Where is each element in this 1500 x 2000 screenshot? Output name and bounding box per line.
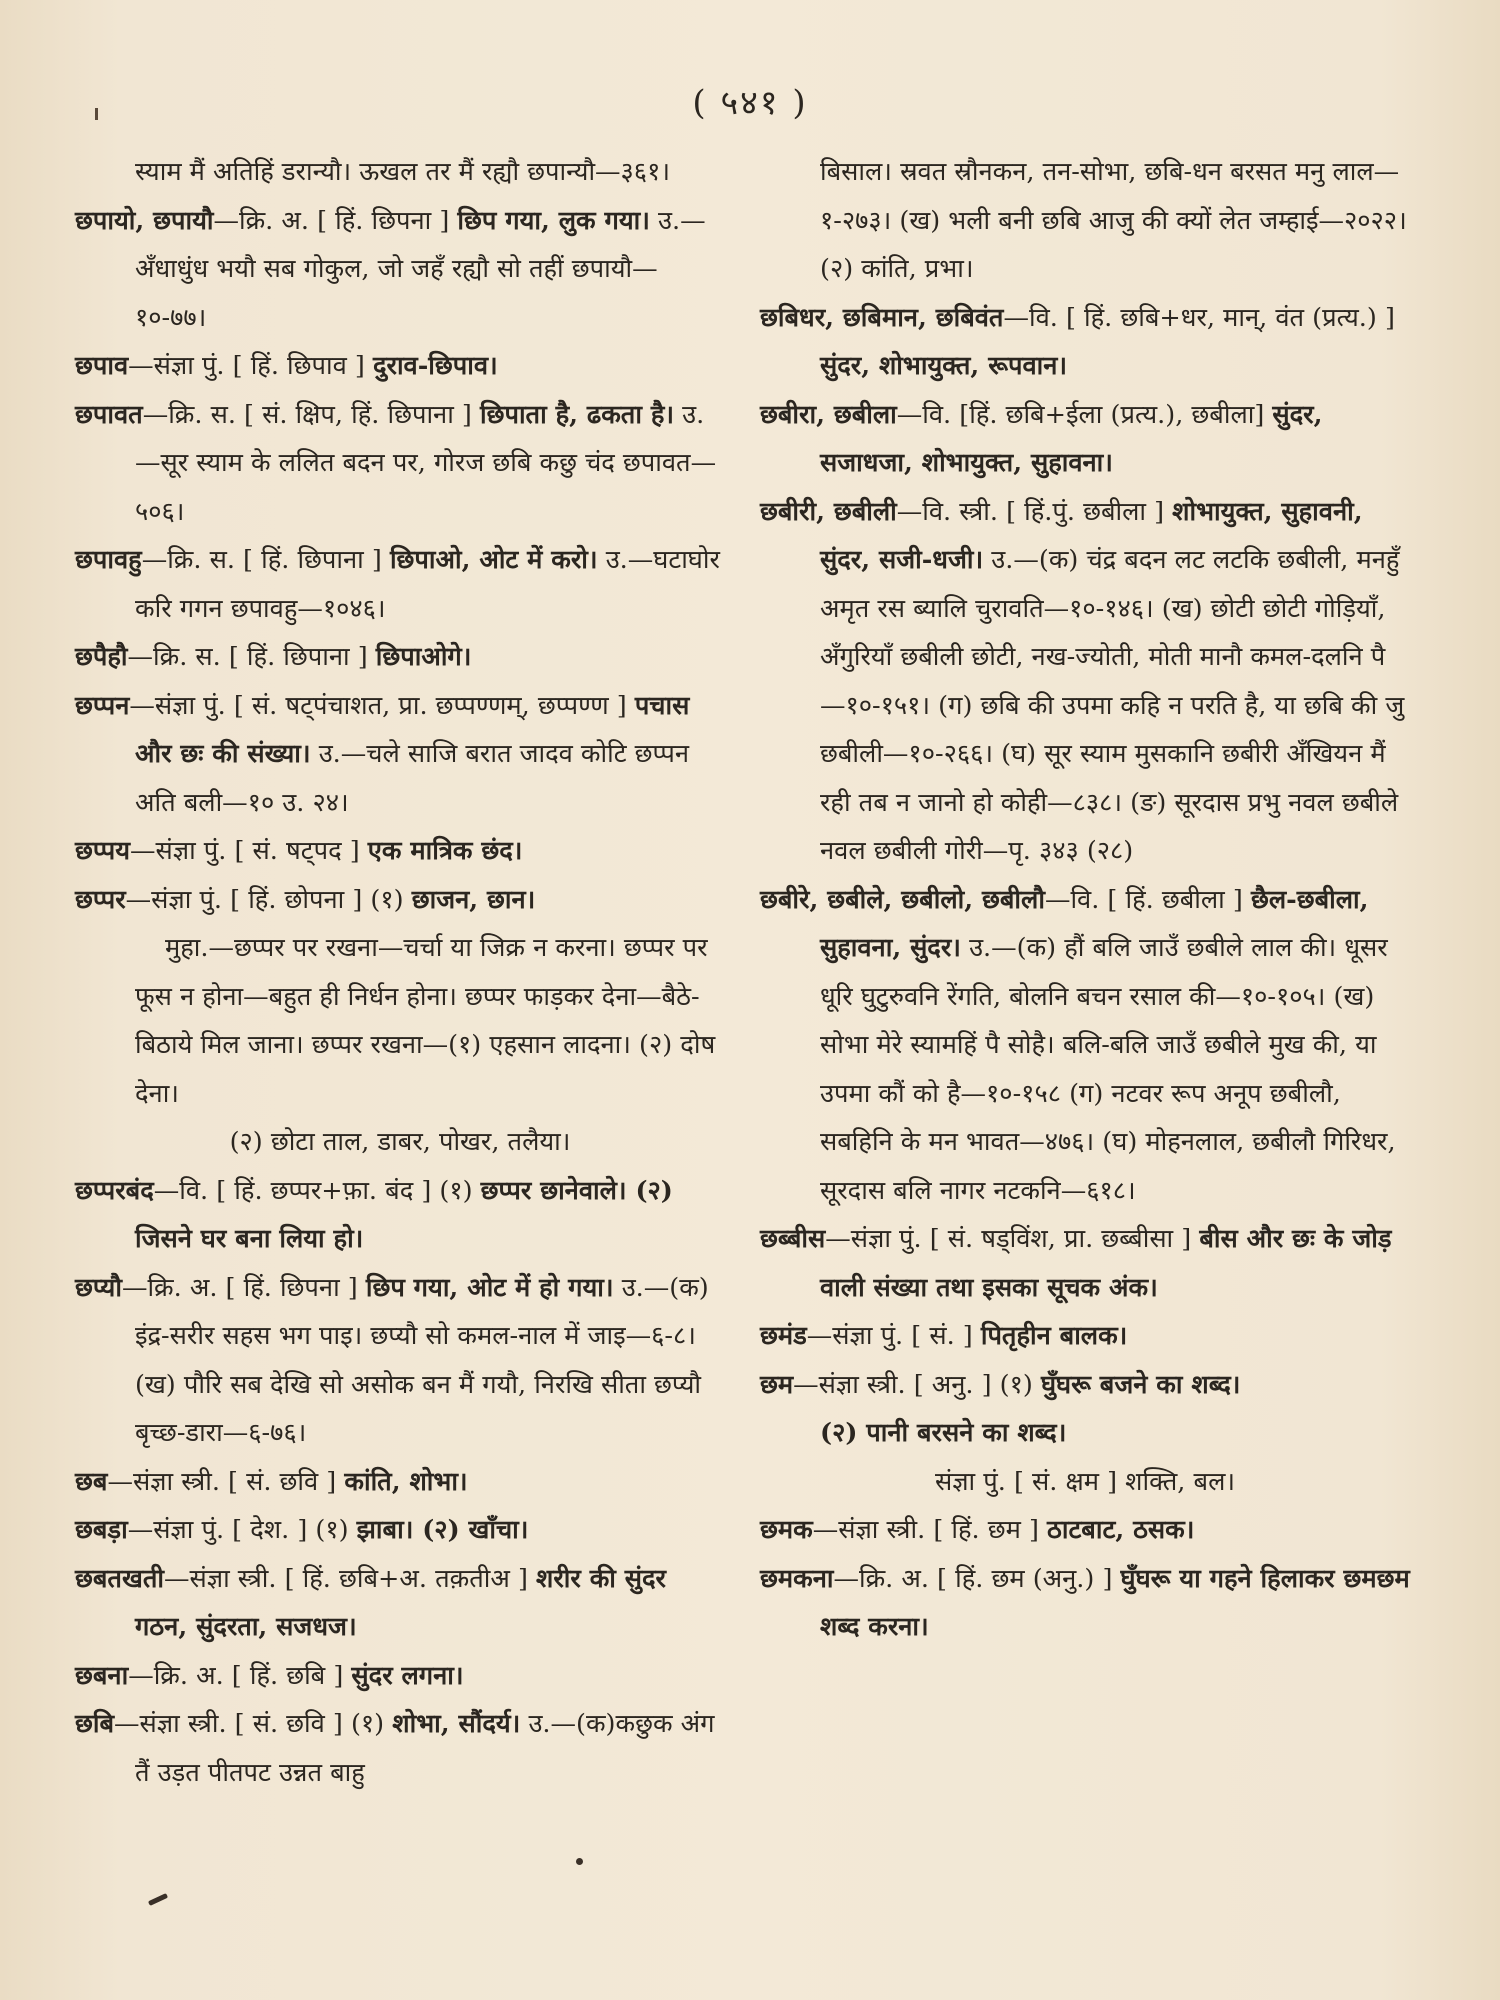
- headword: छमक: [760, 1515, 813, 1545]
- grammar-note: —वि. स्त्री. [ हिं.पुं. छबीला ]: [896, 496, 1165, 527]
- headword: छप्यौ: [75, 1272, 122, 1303]
- dictionary-entry: [75, 876, 725, 925]
- meaning: घुँघरू बजने का शब्द।: [1040, 1369, 1241, 1400]
- meaning: दुराव-छिपाव।: [372, 351, 498, 381]
- idiom-text: मुहा.—छप्पर पर रखना—चर्चा या जिक्र न करना। छप्पर पर फूस न होना—बहुत ही निर्धन होना। छप्पर फाड़कर देना—बैठे-बिठाये मिल जाना। छप्पर रखना—(१) एहसान लादना। (२) दोष देना।: [135, 933, 716, 1109]
- meaning: सुंदर, सजाधजा, शोभायुक्त, सुहावना।: [820, 399, 1323, 478]
- sense-line: [75, 1118, 725, 1167]
- headword: छबीरी, छबीली: [760, 496, 897, 527]
- dictionary-entry: [760, 488, 1410, 876]
- dictionary-entry: [760, 1555, 1410, 1652]
- grammar-note: —संज्ञा पुं. [ सं. षट्पंचाशत, प्रा. छप्पण्णम्, छप्पण्ण ]: [129, 690, 627, 721]
- ink-dot: [576, 1858, 583, 1865]
- grammar-note: —क्रि. अ. [ हिं. छबि ]: [128, 1660, 344, 1691]
- dictionary-entry: [760, 1361, 1410, 1410]
- example: उ.—घटाघोर करि गगन छपावहु—१०४६।: [135, 545, 720, 624]
- grammar-note: —वि. [ हिं. छप्पर+फ़ा. बंद ] (१): [153, 1175, 473, 1206]
- meaning: पितृहीन बालक।: [980, 1321, 1128, 1351]
- headword: छबना: [75, 1660, 129, 1691]
- dictionary-entry: [760, 391, 1410, 488]
- dictionary-entry: [760, 1215, 1410, 1312]
- dictionary-entry: [75, 391, 725, 537]
- dictionary-entry: [75, 1458, 725, 1507]
- meaning: एक मात्रिक छंद।: [367, 836, 523, 866]
- dictionary-entry: [760, 1506, 1410, 1555]
- dictionary-entry: [75, 1555, 725, 1652]
- dictionary-entry: [75, 1167, 725, 1264]
- headword: छप्पर: [75, 884, 126, 915]
- grammar-note: —क्रि. स. [ सं. क्षिप, हिं. छिपाना ]: [142, 399, 472, 430]
- grammar-note: —संज्ञा पुं. [ सं. षट्पद ]: [130, 836, 360, 866]
- grammar-note: —संज्ञा स्त्री. [ हिं. छम ]: [812, 1515, 1039, 1545]
- grammar-note: —संज्ञा स्त्री. [ अनु. ] (१): [793, 1369, 1033, 1400]
- ink-scratch: [148, 1893, 168, 1906]
- headword: छपैहौ: [75, 642, 128, 672]
- headword: छपावहु: [75, 545, 142, 575]
- entry-continuation: [75, 148, 725, 197]
- headword: छपायो, छपायौ: [75, 205, 214, 236]
- dictionary-entry: [75, 197, 725, 343]
- meaning: छिपाओगे।: [375, 642, 472, 672]
- dictionary-entry: [760, 1312, 1410, 1361]
- grammar-note: —क्रि. अ. [ हिं. छिपना ]: [121, 1272, 358, 1303]
- headword: छबिधर, छबिमान, छबिवंत: [760, 302, 1004, 333]
- dictionary-entry: [75, 1506, 725, 1555]
- meaning: शरीर की सुंदर गठन, सुंदरता, सजधज।: [135, 1563, 666, 1642]
- headword: छब: [75, 1466, 108, 1497]
- meaning: झाबा। (२) खाँचा।: [356, 1515, 529, 1545]
- right-column: [760, 148, 1410, 1652]
- grammar-note: —वि. [हिं. छबि+ईला (प्रत्य.), छबीला]: [896, 399, 1265, 430]
- meaning: छप्पर छानेवाले। (२) जिसने घर बना लिया हो।: [135, 1175, 673, 1254]
- grammar-note: —संज्ञा पुं. [ हिं. छोपना ] (१): [125, 884, 404, 915]
- grammar-note: —वि. [ हिं. छबि+धर, मान्, वंत (प्रत्य.) ]: [1003, 302, 1395, 333]
- dictionary-entry: [75, 633, 725, 682]
- meaning: ठाटबाट, ठसक।: [1047, 1515, 1195, 1545]
- meaning: बीस और छः के जोड़ वाली संख्या तथा इसका सूचक अंक।: [820, 1224, 1392, 1303]
- headword: छबीरा, छबीला: [760, 399, 897, 430]
- headword: छमकना: [760, 1563, 834, 1594]
- entry-text: स्याम मैं अतिहिं डरान्यौ। ऊखल तर मैं रह्यौ छपान्यौ—३६१।: [135, 157, 670, 187]
- grammar-note: —क्रि. स. [ हिं. छिपाना ]: [127, 642, 368, 672]
- headword: छपावत: [75, 399, 143, 430]
- meaning: छिप गया, लुक गया।: [457, 205, 650, 236]
- meaning: घुँघरू या गहने हिलाकर छमछम शब्द करना।: [820, 1563, 1410, 1642]
- grammar-note: —संज्ञा पुं. [ देश. ] (१): [127, 1515, 349, 1545]
- meaning: शोभा, सौंदर्य।: [392, 1709, 521, 1739]
- headword: छप्पय: [75, 836, 131, 866]
- meaning: पचास और छः की संख्या।: [135, 690, 690, 769]
- dictionary-entry: [760, 294, 1410, 391]
- meaning: छिप गया, ओट में हो गया।: [365, 1272, 614, 1303]
- meaning: सुंदर, शोभायुक्त, रूपवान।: [820, 351, 1068, 381]
- sense-line: [760, 1458, 1410, 1507]
- headword: छबि: [75, 1709, 115, 1739]
- example: उ.—(क)कछुक अंग तैं उड़त पीतपट उन्नत बाहु: [135, 1709, 715, 1788]
- grammar-note: —संज्ञा स्त्री. [ हिं. छबि+अ. तक़तीअ ]: [163, 1563, 528, 1594]
- example: उ.—अँधाधुंध भयौ सब गोकुल, जो जहँ रह्यौ सो तहीं छपायौ—१०-७७।: [135, 205, 706, 333]
- sense-line: [760, 1409, 1410, 1458]
- headword: छपाव: [75, 351, 129, 381]
- entry-continuation: [760, 148, 1410, 294]
- meaning: छिपाता है, ढकता है।: [479, 399, 675, 430]
- sense-text: (२) छोटा ताल, डाबर, पोखर, तलैया।: [229, 1127, 571, 1157]
- dictionary-entry: [760, 876, 1410, 1216]
- dictionary-entry: [75, 827, 725, 876]
- grammar-note: —संज्ञा पुं. [ सं. षड्विंश, प्रा. छब्बीसा ]: [825, 1224, 1192, 1254]
- idiom-block: [75, 924, 725, 1118]
- grammar-note: —संज्ञा स्त्री. [ सं. छवि ]: [107, 1466, 337, 1497]
- entry-text: बिसाल। स्रवत स्रौनकन, तन-सोभा, छबि-धन बरसत मनु लाल—१-२७३। (ख) भली बनी छबि आजु की क्यों लेत जम्हाई—२०२२। (२) कांति, प्रभा।: [820, 157, 1407, 284]
- headword: छप्परबंद: [75, 1175, 154, 1206]
- grammar-note: —क्रि. अ. [ हिं. छिपना ]: [213, 205, 450, 236]
- grammar-note: —वि. [ हिं. छबीला ]: [1044, 884, 1243, 915]
- sense-text: (२) पानी बरसने का शब्द।: [820, 1418, 1067, 1448]
- dictionary-entry: [75, 1700, 725, 1797]
- meaning: शोभायुक्त, सुहावनी, सुंदर, सजी-धजी।: [820, 496, 1363, 575]
- grammar-note: —संज्ञा पुं. [ हिं. छिपाव ]: [128, 351, 365, 381]
- meaning: कांति, शोभा।: [344, 1466, 468, 1497]
- dictionary-entry: [75, 1264, 725, 1458]
- headword: छम: [760, 1369, 794, 1400]
- example: उ.—सूर स्याम के ललित बदन पर, गोरज छबि कछु चंद छपावत—५०६।: [135, 399, 717, 527]
- headword: छबीरे, छबीले, छबीलो, छबीलौ: [760, 884, 1045, 915]
- example: उ.—(क) चंद्र बदन लट लटकि छबीली, मनहुँ अमृत रस ब्यालि चुरावति—१०-१४६। (ख) छोटी छोटी गोड़ियाँ, अँगुरियाँ छबीली छोटी, नख-ज्योती, मोती मानौ कमल-दलनि पै—१०-१५१। (ग) छबि की उपमा कहि न परति है, या छबि की जु छबीली—१०-२६६। (घ) सूर स्याम मुसकानि छबीरी अँखियन मैं रही तब न जानो हो कोही—८३८। (ङ) सूरदास प्रभु नवल छबीले नवल छबीली गोरी—पृ. ३४३ (२८): [820, 545, 1405, 866]
- sense-text: संज्ञा पुं. [ सं. क्षम ] शक्ति, बल।: [934, 1466, 1236, 1497]
- left-column: [75, 148, 725, 1797]
- headword: छमंड: [760, 1321, 807, 1351]
- meaning: छिपाओ, ओट में करो।: [389, 545, 598, 575]
- headword: छबड़ा: [75, 1515, 128, 1545]
- meaning: छाजन, छान।: [411, 884, 536, 915]
- dictionary-entry: [75, 682, 725, 828]
- page-number: ( ५४१ ): [692, 83, 808, 123]
- example: उ.—(क) हौं बलि जाउँ छबीले लाल की। धूसर धूरि घुटुरुवनि रेंगति, बोलनि बचन रसाल की—१०-१०५। (ख) सोभा मेरे स्यामहिं पै सोहै। बलि-बलि जाउँ छबीले मुख की, या उपमा कौं को है—१०-१५८ (ग) नटवर रूप अनूप छबीलौ, सबहिनि के मन भावत—४७६। (घ) मोहनलाल, छबीलौ गिरिधर, सूरदास बलि नागर नटकनि—६१८।: [820, 933, 1396, 1206]
- grammar-note: —क्रि. स. [ हिं. छिपाना ]: [141, 545, 382, 575]
- dictionary-entry: [75, 1652, 725, 1701]
- example: उ.—(क) इंद्र-सरीर सहस भग पाइ। छप्यौ सो कमल-नाल में जाइ—६-८। (ख) पौरि सब देखि सो असोक बन मैं गयौ, निरखि सीता छप्यौ बृच्छ-डारा—६-७६।: [135, 1272, 709, 1448]
- grammar-note: —क्रि. अ. [ हिं. छम (अनु.) ]: [833, 1563, 1113, 1594]
- grammar-note: —संज्ञा स्त्री. [ सं. छवि ] (१): [114, 1709, 385, 1739]
- meaning: छैल-छबीला, सुहावना, सुंदर।: [820, 884, 1369, 963]
- headword: छब्बीस: [760, 1224, 826, 1254]
- headword: छबतखती: [75, 1563, 164, 1594]
- dictionary-entry: [75, 342, 725, 391]
- dictionary-entry: [75, 536, 725, 633]
- meaning: सुंदर लगना।: [351, 1660, 464, 1691]
- grammar-note: —संज्ञा पुं. [ सं. ]: [806, 1321, 973, 1351]
- example: उ.—चले साजि बरात जादव कोटि छप्पन अति बली—१० उ. २४।: [135, 739, 690, 818]
- headword: छप्पन: [75, 690, 130, 721]
